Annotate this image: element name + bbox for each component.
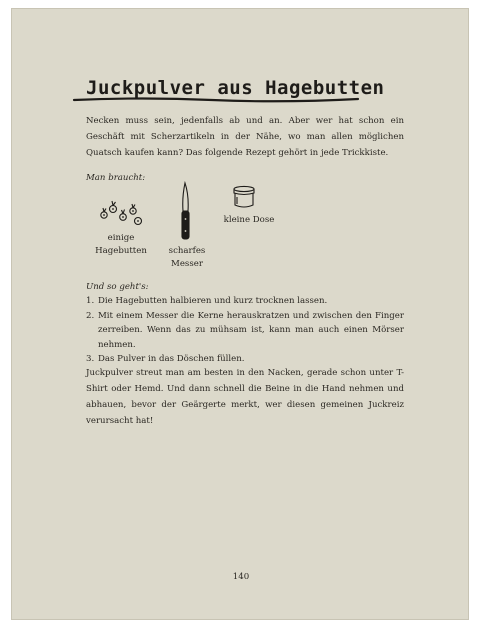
page-number: 140 — [232, 572, 250, 582]
step-item: 3. Das Pulver in das Döschen füllen. — [86, 354, 245, 364]
caption-tin: kleine Dose — [223, 215, 275, 225]
tin-illustration — [230, 185, 258, 211]
book-page — [11, 8, 469, 620]
page-title: Juckpulver aus Hagebutten — [86, 77, 385, 99]
step-item: 2. Mit einem Messer die Kerne herauskratzen und zwischen den Finger zerreiben. Wenn das zu mühsam ist, kann man auch einen Mörser nehmen. — [86, 310, 404, 350]
needs-label: Man braucht: — [86, 173, 146, 183]
howto-label: Und so geht's: — [86, 282, 149, 292]
caption-rosehips: einige Hagebutten — [95, 233, 147, 256]
outro-paragraph: Juckpulver streut man am besten in den Nacken, gerade schon unter T-Shirt oder Hemd. Und dann schnell die Beine in die Hand nehmen und abhauen, bevor der Geärgerte merkt, wer diesen gemeinen Juckreiz verursacht hat! — [86, 368, 404, 426]
step-item: 1. Die Hagebutten halbieren und kurz trocknen lassen. — [86, 296, 328, 306]
intro-paragraph: Necken muss sein, jedenfalls ab und an. Aber wer hat schon ein Geschäft mit Scherzartikeln in der Nähe, wo man allen möglichen Quatsch kaufen kann? Das folgende Rezept gehört in jede Trickkiste. — [86, 116, 404, 158]
rosehips-illustration — [96, 195, 146, 229]
steps-list — [86, 294, 404, 367]
title-underline — [72, 95, 362, 105]
caption-knife: scharfes Messer — [168, 246, 206, 269]
knife-illustration — [176, 181, 196, 243]
